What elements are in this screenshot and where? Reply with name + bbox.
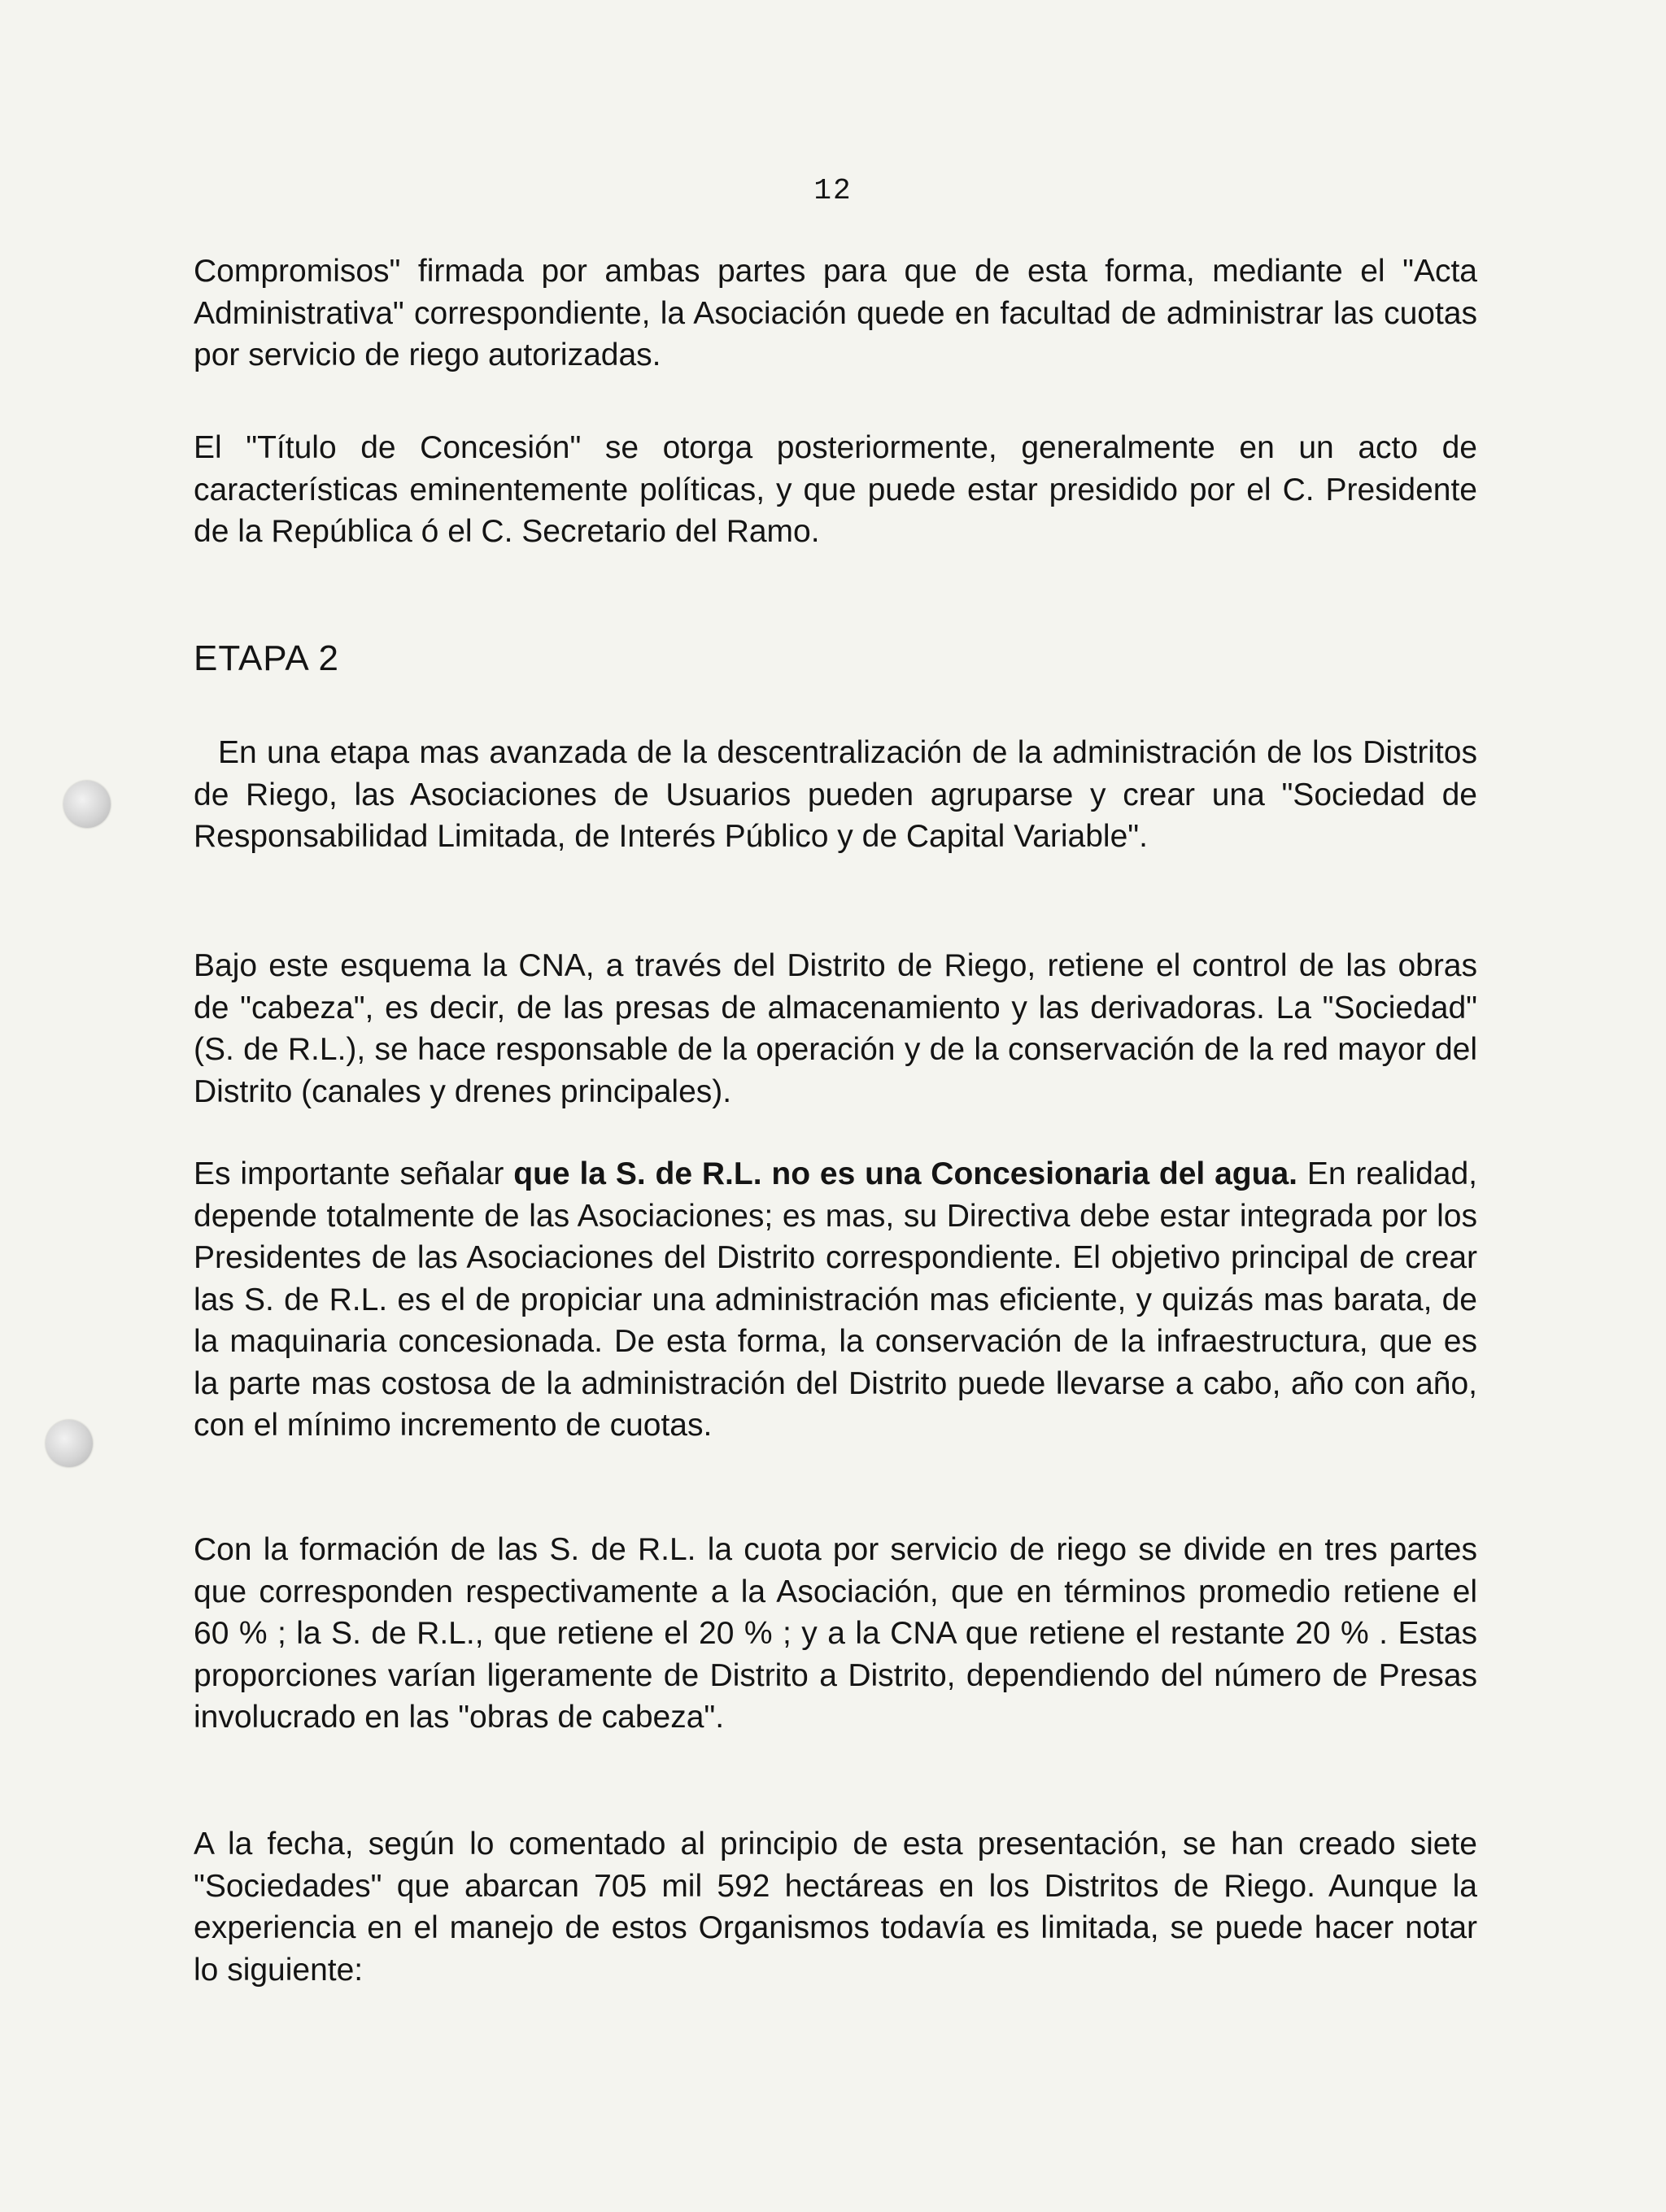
page-number: 12 xyxy=(813,174,853,207)
paragraph-titulo-concesion: El "Título de Concesión" se otorga posteriormente, generalmente en un acto de características eminentemente políticas, y que puede estar presidido por el C. Presidente de la República ó el C. Secretario del Ramo. xyxy=(194,430,1477,549)
punch-hole-top xyxy=(63,781,111,828)
paragraph-cuota-division: Con la formación de las S. de R.L. la cuota por servicio de riego se divide en tres partes que corresponden respectivamente a la Asociación, que en términos promedio retiene el 60 % ; la S. de R.L., que retiene el 20 % ; y a la CNA que retiene el restante 20 % . Estas proporciones varían ligeramente de Distrito a Distrito, dependiendo del número de Presas involucrado en las "obras de cabeza". xyxy=(194,1532,1477,1735)
paragraph-sociedades-creadas: A la fecha, según lo comentado al principio de esta presentación, se han creado siete "Sociedades" que abarcan 705 mil 592 hectáreas en los Distritos de Riego. Aunque la experiencia en el manejo de estos Organismos todavía es limitada, se puede hacer notar lo siguiente: xyxy=(194,1827,1477,1988)
paragraph-importante-rest: En realidad, depende totalmente de las Asociaciones; es mas, su Directiva debe estar integrada por los Presidentes de las Asociaciones del Distrito correspondiente. El objetivo principal de crear las S. de R.L. es el de propiciar una administración mas eficiente, y quizás mas barata, de la maquinaria concesionada. De esta forma, la conservación de la infraestructura, que es la parte mas costosa de la administración del Distrito puede llevarse a cabo, año con año, con el mínimo incremento de cuotas. xyxy=(194,1156,1477,1443)
paragraph-compromisos: Compromisos" firmada por ambas partes para que de esta forma, mediante el "Acta Administrativa" correspondiente, la Asociación quede en facultad de administrar las cuotas por servicio de riego autorizadas. xyxy=(194,254,1477,372)
paragraph-esquema-cna: Bajo este esquema la CNA, a través del Distrito de Riego, retiene el control de las obras de "cabeza", es decir, de las presas de almacenamiento y las derivadoras. La "Sociedad" (S. de R.L.), se hace responsable de la operación y de la conservación de la red mayor del Distrito (canales y drenes principales). xyxy=(194,948,1477,1109)
paragraph-etapa-avanzada: En una etapa mas avanzada de la descentralización de la administración de los Distritos de Riego, las Asociaciones de Usuarios pueden agruparse y crear una "Sociedad de Responsabilidad Limitada, de Interés Público y de Capital Variable". xyxy=(194,735,1477,854)
paragraph-importante-start: Es importante señalar xyxy=(194,1156,514,1191)
punch-hole-bottom xyxy=(46,1420,93,1467)
emphasis-concesionaria: que la S. de R.L. no es una Concesionaria del agua. xyxy=(513,1156,1297,1191)
section-heading: ETAPA 2 xyxy=(194,638,340,678)
paragraph-importante xyxy=(194,1153,1477,1447)
